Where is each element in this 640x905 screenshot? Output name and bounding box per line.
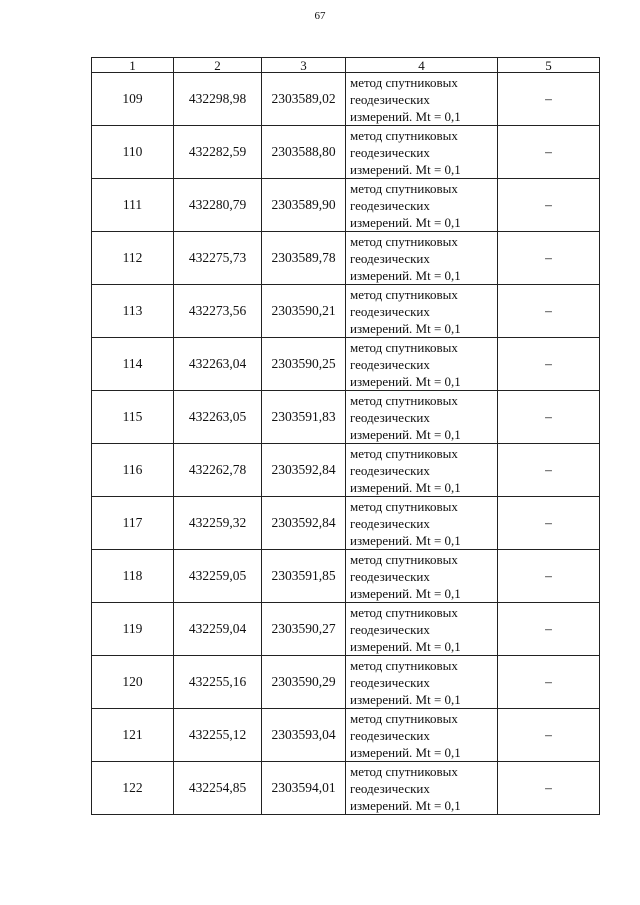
method-line: геодезических [350, 621, 430, 637]
y-coordinate-cell: 2303589,90 [262, 179, 346, 232]
coordinates-table [91, 57, 600, 815]
table-row [92, 338, 600, 391]
header-col-1: 1 [92, 58, 174, 73]
note-cell: – [498, 232, 600, 285]
method-line: геодезических [350, 409, 430, 425]
method-cell [346, 603, 498, 656]
method-line: геодезических [350, 303, 430, 319]
method-line: метод спутниковых [350, 127, 458, 143]
point-number-cell: 120 [92, 656, 174, 709]
point-number-cell: 115 [92, 391, 174, 444]
y-coordinate-cell: 2303589,78 [262, 232, 346, 285]
method-line: метод спутниковых [350, 233, 458, 249]
method-line: геодезических [350, 356, 430, 372]
x-coordinate-cell: 432255,12 [174, 709, 262, 762]
y-coordinate-cell: 2303590,25 [262, 338, 346, 391]
x-coordinate-cell: 432259,04 [174, 603, 262, 656]
y-coordinate-cell: 2303591,85 [262, 550, 346, 603]
note-cell: – [498, 550, 600, 603]
page-number: 67 [314, 10, 326, 22]
method-cell [346, 73, 498, 126]
note-cell: – [498, 762, 600, 815]
point-number-cell: 119 [92, 603, 174, 656]
y-coordinate-cell: 2303588,80 [262, 126, 346, 179]
method-line: измерений. Mt = 0,1 [350, 479, 461, 495]
method-line: измерений. Mt = 0,1 [350, 373, 461, 389]
x-coordinate-cell: 432263,05 [174, 391, 262, 444]
header-row [92, 58, 600, 73]
method-cell [346, 656, 498, 709]
method-cell [346, 285, 498, 338]
table-row [92, 179, 600, 232]
table-row [92, 73, 600, 126]
method-line: метод спутниковых [350, 180, 458, 196]
point-number-cell: 121 [92, 709, 174, 762]
point-number-cell: 112 [92, 232, 174, 285]
method-line: метод спутниковых [350, 286, 458, 302]
method-line: измерений. Mt = 0,1 [350, 691, 461, 707]
table-row [92, 603, 600, 656]
header-col-5: 5 [498, 58, 600, 73]
method-cell [346, 550, 498, 603]
method-line: метод спутниковых [350, 74, 458, 90]
y-coordinate-cell: 2303589,02 [262, 73, 346, 126]
table-row [92, 391, 600, 444]
method-cell [346, 126, 498, 179]
method-line: геодезических [350, 674, 430, 690]
method-line: измерений. Mt = 0,1 [350, 744, 461, 760]
method-line: геодезических [350, 780, 430, 796]
method-line: измерений. Mt = 0,1 [350, 161, 461, 177]
method-line: геодезических [350, 462, 430, 478]
y-coordinate-cell: 2303592,84 [262, 444, 346, 497]
x-coordinate-cell: 432280,79 [174, 179, 262, 232]
x-coordinate-cell: 432298,98 [174, 73, 262, 126]
point-number-cell: 117 [92, 497, 174, 550]
method-cell [346, 391, 498, 444]
header-col-3: 3 [262, 58, 346, 73]
method-line: метод спутниковых [350, 657, 458, 673]
table-row [92, 232, 600, 285]
method-line: метод спутниковых [350, 392, 458, 408]
x-coordinate-cell: 432255,16 [174, 656, 262, 709]
y-coordinate-cell: 2303590,27 [262, 603, 346, 656]
point-number-cell: 118 [92, 550, 174, 603]
table-row [92, 126, 600, 179]
note-cell: – [498, 603, 600, 656]
method-line: геодезических [350, 91, 430, 107]
note-cell: – [498, 285, 600, 338]
method-line: геодезических [350, 250, 430, 266]
method-line: измерений. Mt = 0,1 [350, 267, 461, 283]
x-coordinate-cell: 432259,32 [174, 497, 262, 550]
method-line: измерений. Mt = 0,1 [350, 214, 461, 230]
y-coordinate-cell: 2303591,83 [262, 391, 346, 444]
table-row [92, 709, 600, 762]
note-cell: – [498, 391, 600, 444]
method-cell [346, 444, 498, 497]
method-line: геодезических [350, 515, 430, 531]
method-line: метод спутниковых [350, 763, 458, 779]
point-number-cell: 109 [92, 73, 174, 126]
point-number-cell: 111 [92, 179, 174, 232]
point-number-cell: 114 [92, 338, 174, 391]
note-cell: – [498, 656, 600, 709]
x-coordinate-cell: 432262,78 [174, 444, 262, 497]
method-line: геодезических [350, 727, 430, 743]
x-coordinate-cell: 432282,59 [174, 126, 262, 179]
method-cell [346, 232, 498, 285]
note-cell: – [498, 338, 600, 391]
y-coordinate-cell: 2303590,29 [262, 656, 346, 709]
y-coordinate-cell: 2303590,21 [262, 285, 346, 338]
x-coordinate-cell: 432254,85 [174, 762, 262, 815]
method-cell [346, 709, 498, 762]
note-cell: – [498, 126, 600, 179]
method-line: метод спутниковых [350, 498, 458, 514]
x-coordinate-cell: 432275,73 [174, 232, 262, 285]
method-line: метод спутниковых [350, 604, 458, 620]
table-row [92, 550, 600, 603]
method-line: измерений. Mt = 0,1 [350, 426, 461, 442]
point-number-cell: 116 [92, 444, 174, 497]
method-line: метод спутниковых [350, 551, 458, 567]
method-line: геодезических [350, 568, 430, 584]
table-row [92, 762, 600, 815]
method-line: измерений. Mt = 0,1 [350, 638, 461, 654]
point-number-cell: 113 [92, 285, 174, 338]
method-line: метод спутниковых [350, 710, 458, 726]
method-cell [346, 338, 498, 391]
x-coordinate-cell: 432263,04 [174, 338, 262, 391]
point-number-cell: 110 [92, 126, 174, 179]
note-cell: – [498, 497, 600, 550]
method-cell [346, 179, 498, 232]
note-cell: – [498, 444, 600, 497]
method-line: измерений. Mt = 0,1 [350, 585, 461, 601]
table-row [92, 444, 600, 497]
header-col-2: 2 [174, 58, 262, 73]
method-line: измерений. Mt = 0,1 [350, 797, 461, 813]
method-cell [346, 497, 498, 550]
y-coordinate-cell: 2303593,04 [262, 709, 346, 762]
method-line: измерений. Mt = 0,1 [350, 108, 461, 124]
method-cell [346, 762, 498, 815]
header-col-4: 4 [346, 58, 498, 73]
method-line: метод спутниковых [350, 445, 458, 461]
note-cell: – [498, 73, 600, 126]
table-row [92, 497, 600, 550]
method-line: геодезических [350, 144, 430, 160]
point-number-cell: 122 [92, 762, 174, 815]
method-line: измерений. Mt = 0,1 [350, 320, 461, 336]
method-line: метод спутниковых [350, 339, 458, 355]
x-coordinate-cell: 432259,05 [174, 550, 262, 603]
y-coordinate-cell: 2303592,84 [262, 497, 346, 550]
x-coordinate-cell: 432273,56 [174, 285, 262, 338]
table-row [92, 656, 600, 709]
method-line: геодезических [350, 197, 430, 213]
method-line: измерений. Mt = 0,1 [350, 532, 461, 548]
table-row [92, 285, 600, 338]
note-cell: – [498, 179, 600, 232]
note-cell: – [498, 709, 600, 762]
y-coordinate-cell: 2303594,01 [262, 762, 346, 815]
